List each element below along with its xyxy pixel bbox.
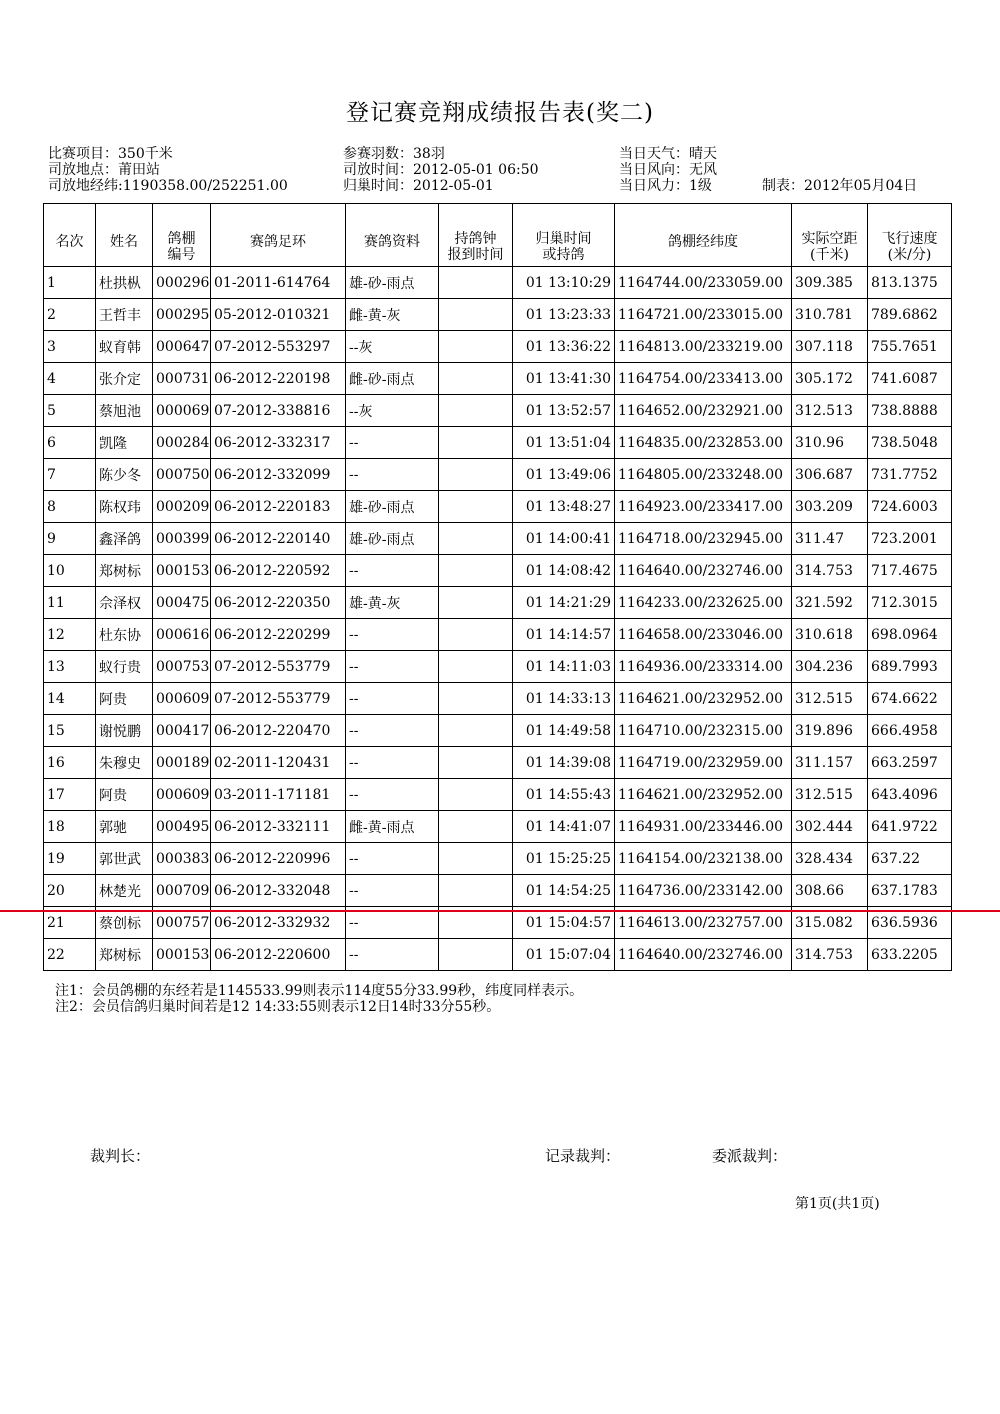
cell-ring: 06-2012-220140 (211, 523, 346, 555)
cell-rank: 6 (44, 427, 96, 459)
cell-loft-id: 000383 (153, 843, 211, 875)
cell-pigeon-info: -- (346, 555, 439, 587)
cell-loft-id: 000731 (153, 363, 211, 395)
cell-loft-coords: 1164640.00/232746.00 (615, 939, 792, 971)
table-header-row (44, 204, 952, 267)
cell-clock-time (439, 523, 513, 555)
signature-recording-referee: 记录裁判： (545, 1147, 621, 1165)
cell-rank: 22 (44, 939, 96, 971)
cell-clock-time (439, 555, 513, 587)
cell-loft-coords: 1164805.00/233248.00 (615, 459, 792, 491)
cell-clock-time (439, 267, 513, 299)
cell-loft-id: 000609 (153, 683, 211, 715)
cell-rank: 17 (44, 779, 96, 811)
cell-name: 谢悦鹏 (96, 715, 153, 747)
cell-clock-time (439, 747, 513, 779)
cell-rank: 7 (44, 459, 96, 491)
cell-loft-coords: 1164721.00/233015.00 (615, 299, 792, 331)
cell-distance: 302.444 (792, 811, 868, 843)
header-name: 姓名 (96, 204, 153, 267)
cell-return-time: 01 14:08:42 (513, 555, 615, 587)
cell-pigeon-info: -- (346, 459, 439, 491)
cell-loft-coords: 1164936.00/233314.00 (615, 651, 792, 683)
cell-pigeon-info: -- (346, 715, 439, 747)
cell-name: 林楚光 (96, 875, 153, 907)
cell-distance: 312.515 (792, 683, 868, 715)
cell-distance: 312.515 (792, 779, 868, 811)
cell-ring: 03-2011-171181 (211, 779, 346, 811)
cell-name: 鑫泽鸽 (96, 523, 153, 555)
info-wind-force: 当日风力：1级 (619, 178, 712, 194)
cell-speed: 698.0964 (868, 619, 952, 651)
header-loft-id: 鸽棚 编号 (153, 204, 211, 267)
cell-loft-coords: 1164931.00/233446.00 (615, 811, 792, 843)
cell-name: 陈少冬 (96, 459, 153, 491)
cell-return-time: 01 14:39:08 (513, 747, 615, 779)
cell-name: 郑树标 (96, 555, 153, 587)
info-weather: 当日天气：晴天 (619, 146, 717, 162)
cell-loft-id: 000475 (153, 587, 211, 619)
cell-ring: 07-2012-553779 (211, 651, 346, 683)
cell-speed: 637.22 (868, 843, 952, 875)
cell-ring: 06-2012-220600 (211, 939, 346, 971)
cell-loft-id: 000209 (153, 491, 211, 523)
cell-loft-coords: 1164710.00/232315.00 (615, 715, 792, 747)
cell-rank: 12 (44, 619, 96, 651)
cell-rank: 13 (44, 651, 96, 683)
cell-rank: 3 (44, 331, 96, 363)
table-row (44, 875, 952, 907)
cell-clock-time (439, 619, 513, 651)
report-title: 登记赛竞翔成绩报告表(奖二) (346, 100, 654, 126)
cell-pigeon-info: 雄-砂-雨点 (346, 523, 439, 555)
cell-rank: 11 (44, 587, 96, 619)
cell-distance: 310.618 (792, 619, 868, 651)
table-row (44, 811, 952, 843)
divider-line (0, 910, 1000, 912)
cell-rank: 1 (44, 267, 96, 299)
cell-clock-time (439, 395, 513, 427)
header-return-time: 归巢时间 或持鸽 (513, 204, 615, 267)
info-table-maker: 制表：2012年05月04日 (762, 178, 918, 194)
cell-pigeon-info: -- (346, 843, 439, 875)
info-project: 比赛项目：350千米 (48, 146, 173, 162)
info-entry-count: 参赛羽数：38羽 (343, 146, 445, 162)
table-row (44, 779, 952, 811)
cell-return-time: 01 14:33:13 (513, 683, 615, 715)
cell-distance: 310.96 (792, 427, 868, 459)
cell-ring: 01-2011-614764 (211, 267, 346, 299)
cell-loft-coords: 1164719.00/232959.00 (615, 747, 792, 779)
cell-loft-coords: 1164813.00/233219.00 (615, 331, 792, 363)
header-distance: 实际空距 (千米) (792, 204, 868, 267)
cell-loft-id: 000153 (153, 555, 211, 587)
table-row (44, 619, 952, 651)
cell-rank: 4 (44, 363, 96, 395)
cell-return-time: 01 14:49:58 (513, 715, 615, 747)
cell-loft-id: 000495 (153, 811, 211, 843)
cell-name: 王哲丰 (96, 299, 153, 331)
cell-pigeon-info: 雌-砂-雨点 (346, 363, 439, 395)
table-row (44, 363, 952, 395)
cell-loft-id: 000069 (153, 395, 211, 427)
cell-loft-id: 000296 (153, 267, 211, 299)
cell-ring: 06-2012-220996 (211, 843, 346, 875)
cell-return-time: 01 14:41:07 (513, 811, 615, 843)
cell-clock-time (439, 587, 513, 619)
cell-clock-time (439, 331, 513, 363)
cell-loft-coords: 1164835.00/232853.00 (615, 427, 792, 459)
cell-pigeon-info: 雄-砂-雨点 (346, 267, 439, 299)
cell-name: 佘泽权 (96, 587, 153, 619)
cell-speed: 738.5048 (868, 427, 952, 459)
cell-name: 杜东协 (96, 619, 153, 651)
cell-name: 朱穆史 (96, 747, 153, 779)
note-1: 注1：会员鸽棚的东经若是1145533.99则表示114度55分33.99秒，纬度同样表示。 (55, 983, 584, 999)
cell-speed: 637.1783 (868, 875, 952, 907)
cell-ring: 07-2012-338816 (211, 395, 346, 427)
cell-loft-id: 000647 (153, 331, 211, 363)
cell-loft-coords: 1164621.00/232952.00 (615, 779, 792, 811)
cell-speed: 724.6003 (868, 491, 952, 523)
cell-loft-id: 000153 (153, 939, 211, 971)
cell-return-time: 01 13:52:57 (513, 395, 615, 427)
cell-pigeon-info: 雌-黄-灰 (346, 299, 439, 331)
header-clock-time: 持鸽钟 报到时间 (439, 204, 513, 267)
cell-speed: 663.2597 (868, 747, 952, 779)
cell-speed: 689.7993 (868, 651, 952, 683)
table-row (44, 459, 952, 491)
cell-pigeon-info: -- (346, 875, 439, 907)
cell-distance: 319.896 (792, 715, 868, 747)
cell-loft-coords: 1164233.00/232625.00 (615, 587, 792, 619)
cell-name: 陈权玮 (96, 491, 153, 523)
table-row (44, 939, 952, 971)
table-row (44, 683, 952, 715)
cell-clock-time (439, 843, 513, 875)
cell-speed: 712.3015 (868, 587, 952, 619)
cell-return-time: 01 14:21:29 (513, 587, 615, 619)
cell-ring: 07-2012-553779 (211, 683, 346, 715)
cell-pigeon-info: -- (346, 651, 439, 683)
cell-distance: 303.209 (792, 491, 868, 523)
cell-speed: 641.9722 (868, 811, 952, 843)
cell-ring: 07-2012-553297 (211, 331, 346, 363)
cell-distance: 311.157 (792, 747, 868, 779)
cell-distance: 309.385 (792, 267, 868, 299)
cell-clock-time (439, 715, 513, 747)
table-row (44, 555, 952, 587)
cell-distance: 328.434 (792, 843, 868, 875)
cell-return-time: 01 13:41:30 (513, 363, 615, 395)
header-loft-coords: 鸽棚经纬度 (615, 204, 792, 267)
cell-pigeon-info: -- (346, 779, 439, 811)
cell-name: 凯隆 (96, 427, 153, 459)
cell-ring: 06-2012-220183 (211, 491, 346, 523)
table-row (44, 523, 952, 555)
table-row (44, 747, 952, 779)
cell-rank: 21 (44, 907, 96, 939)
cell-speed: 789.6862 (868, 299, 952, 331)
cell-loft-id: 000757 (153, 907, 211, 939)
cell-name: 蔡旭池 (96, 395, 153, 427)
cell-pigeon-info: 雌-黄-雨点 (346, 811, 439, 843)
cell-return-time: 01 13:48:27 (513, 491, 615, 523)
cell-clock-time (439, 939, 513, 971)
cell-return-time: 01 14:54:25 (513, 875, 615, 907)
cell-clock-time (439, 779, 513, 811)
cell-name: 张介定 (96, 363, 153, 395)
cell-loft-id: 000753 (153, 651, 211, 683)
table-row (44, 651, 952, 683)
cell-loft-id: 000609 (153, 779, 211, 811)
cell-loft-id: 000709 (153, 875, 211, 907)
table-row (44, 299, 952, 331)
cell-distance: 304.236 (792, 651, 868, 683)
page-number: 第1页(共1页) (795, 1196, 880, 1212)
cell-ring: 02-2011-120431 (211, 747, 346, 779)
cell-ring: 06-2012-220198 (211, 363, 346, 395)
cell-loft-coords: 1164640.00/232746.00 (615, 555, 792, 587)
info-release-time: 司放时间：2012-05-01 06:50 (343, 162, 539, 178)
info-return-time: 归巢时间：2012-05-01 (343, 178, 494, 194)
cell-speed: 741.6087 (868, 363, 952, 395)
cell-return-time: 01 15:25:25 (513, 843, 615, 875)
header-pigeon-info: 赛鸽资料 (346, 204, 439, 267)
cell-return-time: 01 13:10:29 (513, 267, 615, 299)
cell-return-time: 01 15:04:57 (513, 907, 615, 939)
cell-rank: 8 (44, 491, 96, 523)
cell-distance: 314.753 (792, 555, 868, 587)
header-speed: 飞行速度 (米/分) (868, 204, 952, 267)
cell-clock-time (439, 459, 513, 491)
cell-rank: 16 (44, 747, 96, 779)
cell-distance: 314.753 (792, 939, 868, 971)
cell-loft-coords: 1164754.00/233413.00 (615, 363, 792, 395)
cell-loft-coords: 1164658.00/233046.00 (615, 619, 792, 651)
cell-name: 郭世武 (96, 843, 153, 875)
cell-pigeon-info: --灰 (346, 331, 439, 363)
cell-name: 蚁行贵 (96, 651, 153, 683)
cell-pigeon-info: -- (346, 939, 439, 971)
notes (55, 983, 583, 1015)
cell-return-time: 01 14:14:57 (513, 619, 615, 651)
cell-rank: 5 (44, 395, 96, 427)
cell-rank: 18 (44, 811, 96, 843)
cell-name: 郭驰 (96, 811, 153, 843)
cell-rank: 15 (44, 715, 96, 747)
cell-speed: 723.2001 (868, 523, 952, 555)
cell-name: 阿贵 (96, 779, 153, 811)
cell-ring: 06-2012-332111 (211, 811, 346, 843)
cell-speed: 633.2205 (868, 939, 952, 971)
info-release-coords: 司放地经纬:1190358.00/252251.00 (48, 178, 288, 194)
cell-clock-time (439, 651, 513, 683)
signature-chief-referee: 裁判长： (90, 1147, 151, 1165)
header-ring: 赛鸽足环 (211, 204, 346, 267)
cell-loft-coords: 1164652.00/232921.00 (615, 395, 792, 427)
cell-speed: 755.7651 (868, 331, 952, 363)
cell-name: 蚁育韩 (96, 331, 153, 363)
cell-return-time: 01 14:55:43 (513, 779, 615, 811)
cell-rank: 20 (44, 875, 96, 907)
cell-loft-id: 000189 (153, 747, 211, 779)
cell-pigeon-info: -- (346, 747, 439, 779)
cell-loft-coords: 1164613.00/232757.00 (615, 907, 792, 939)
cell-return-time: 01 13:36:22 (513, 331, 615, 363)
cell-ring: 06-2012-220299 (211, 619, 346, 651)
cell-loft-coords: 1164923.00/233417.00 (615, 491, 792, 523)
header-rank: 名次 (44, 204, 96, 267)
cell-pigeon-info: --灰 (346, 395, 439, 427)
cell-speed: 666.4958 (868, 715, 952, 747)
table-row (44, 427, 952, 459)
cell-pigeon-info: 雄-砂-雨点 (346, 491, 439, 523)
note-2: 注2：会员信鸽归巢时间若是12 14:33:55则表示12日14时33分55秒。 (55, 999, 501, 1015)
cell-return-time: 01 13:51:04 (513, 427, 615, 459)
results-table (43, 203, 952, 971)
cell-distance: 312.513 (792, 395, 868, 427)
cell-return-time: 01 13:49:06 (513, 459, 615, 491)
cell-clock-time (439, 811, 513, 843)
cell-loft-id: 000399 (153, 523, 211, 555)
cell-clock-time (439, 491, 513, 523)
cell-distance: 321.592 (792, 587, 868, 619)
cell-pigeon-info: -- (346, 619, 439, 651)
cell-loft-coords: 1164154.00/232138.00 (615, 843, 792, 875)
cell-ring: 06-2012-332317 (211, 427, 346, 459)
cell-loft-id: 000750 (153, 459, 211, 491)
cell-ring: 06-2012-332099 (211, 459, 346, 491)
cell-loft-coords: 1164621.00/232952.00 (615, 683, 792, 715)
cell-loft-id: 000284 (153, 427, 211, 459)
cell-pigeon-info: -- (346, 907, 439, 939)
cell-loft-coords: 1164736.00/233142.00 (615, 875, 792, 907)
table-row (44, 491, 952, 523)
cell-distance: 315.082 (792, 907, 868, 939)
cell-return-time: 01 14:11:03 (513, 651, 615, 683)
cell-clock-time (439, 875, 513, 907)
cell-return-time: 01 13:23:33 (513, 299, 615, 331)
cell-clock-time (439, 683, 513, 715)
cell-distance: 308.66 (792, 875, 868, 907)
table-row (44, 395, 952, 427)
cell-ring: 06-2012-220470 (211, 715, 346, 747)
cell-speed: 717.4675 (868, 555, 952, 587)
cell-ring: 05-2012-010321 (211, 299, 346, 331)
cell-rank: 10 (44, 555, 96, 587)
cell-name: 郑树标 (96, 939, 153, 971)
cell-loft-coords: 1164744.00/233059.00 (615, 267, 792, 299)
cell-ring: 06-2012-332932 (211, 907, 346, 939)
cell-speed: 738.8888 (868, 395, 952, 427)
cell-speed: 674.6622 (868, 683, 952, 715)
cell-loft-id: 000295 (153, 299, 211, 331)
cell-pigeon-info: 雄-黄-灰 (346, 587, 439, 619)
cell-speed: 813.1375 (868, 267, 952, 299)
cell-return-time: 01 14:00:41 (513, 523, 615, 555)
cell-ring: 06-2012-332048 (211, 875, 346, 907)
info-wind-direction: 当日风向：无风 (619, 162, 717, 178)
cell-clock-time (439, 363, 513, 395)
cell-distance: 307.118 (792, 331, 868, 363)
cell-clock-time (439, 427, 513, 459)
cell-rank: 14 (44, 683, 96, 715)
table-row (44, 843, 952, 875)
cell-loft-id: 000616 (153, 619, 211, 651)
table-row (44, 715, 952, 747)
cell-return-time: 01 15:07:04 (513, 939, 615, 971)
cell-distance: 311.47 (792, 523, 868, 555)
cell-name: 阿贵 (96, 683, 153, 715)
cell-ring: 06-2012-220350 (211, 587, 346, 619)
cell-speed: 636.5936 (868, 907, 952, 939)
cell-distance: 310.781 (792, 299, 868, 331)
cell-rank: 2 (44, 299, 96, 331)
cell-speed: 643.4096 (868, 779, 952, 811)
cell-pigeon-info: -- (346, 427, 439, 459)
cell-ring: 06-2012-220592 (211, 555, 346, 587)
cell-distance: 306.687 (792, 459, 868, 491)
table-row (44, 331, 952, 363)
cell-name: 蔡创标 (96, 907, 153, 939)
cell-rank: 19 (44, 843, 96, 875)
cell-loft-id: 000417 (153, 715, 211, 747)
cell-speed: 731.7752 (868, 459, 952, 491)
cell-distance: 305.172 (792, 363, 868, 395)
cell-name: 杜拱枞 (96, 267, 153, 299)
cell-loft-coords: 1164718.00/232945.00 (615, 523, 792, 555)
cell-clock-time (439, 299, 513, 331)
cell-rank: 9 (44, 523, 96, 555)
table-row (44, 587, 952, 619)
signature-delegated-referee: 委派裁判： (712, 1147, 788, 1165)
cell-pigeon-info: -- (346, 683, 439, 715)
table-row (44, 267, 952, 299)
info-release-site: 司放地点：莆田站 (48, 162, 160, 178)
